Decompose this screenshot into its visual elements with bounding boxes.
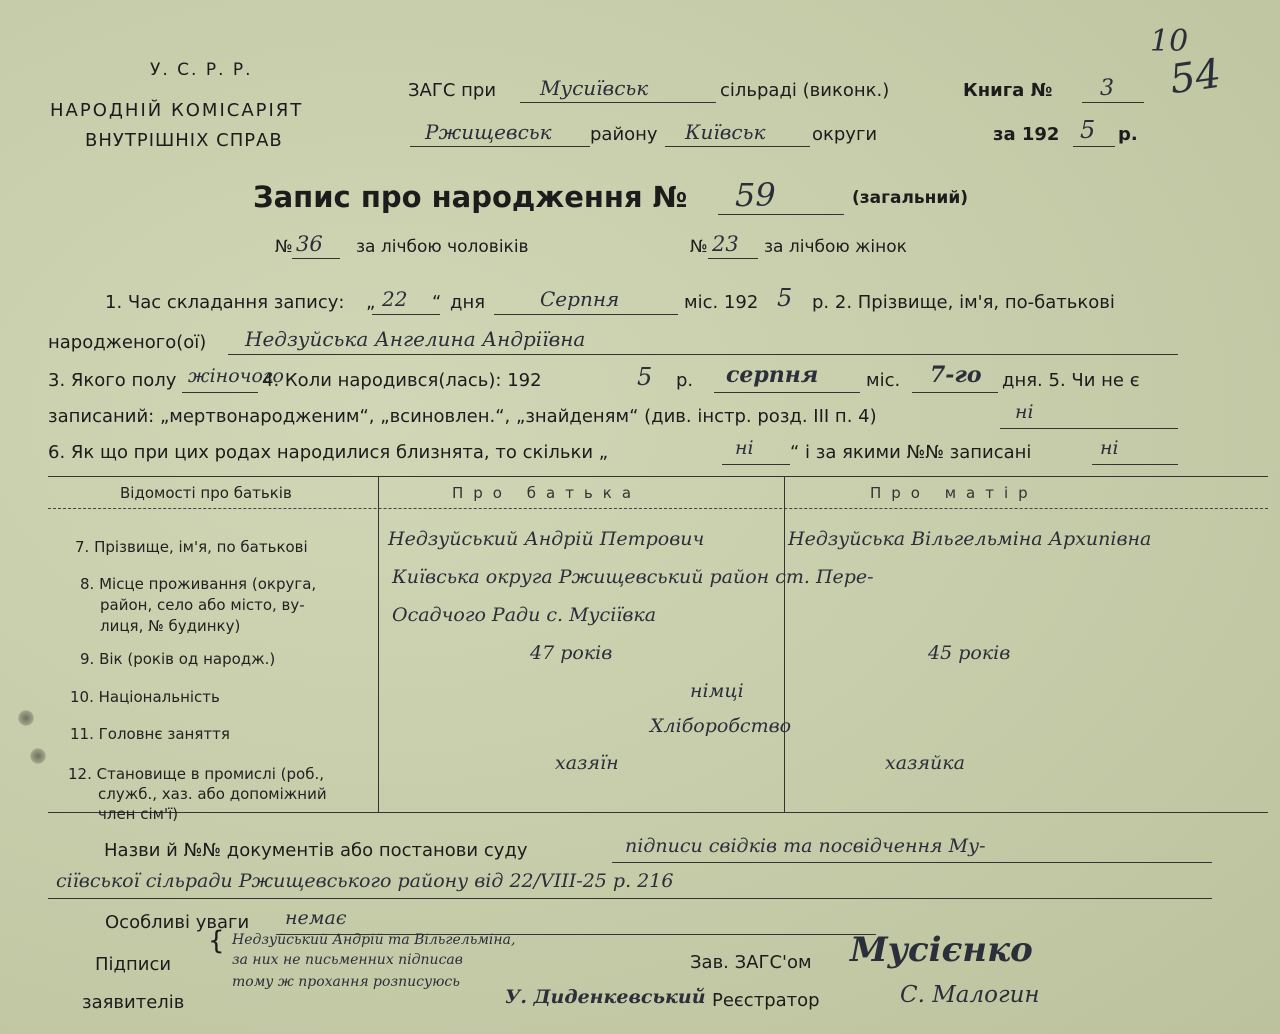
underline [1092,464,1178,465]
row12-label-2: служб., хаз. або допоміжний [98,785,327,803]
corner-note-bottom: 54 [1167,50,1224,104]
underline [228,354,1178,355]
field3-label: 3. Якого полу [48,370,177,391]
punch-hole [30,748,46,764]
underline [410,146,590,147]
commissariat-line2: ВНУТРІШНІХ СПРАВ [85,130,283,151]
zags-prefix: ЗАГС при [408,80,497,101]
year-digit: 5 [1080,116,1096,144]
father-status: хазяїн [555,752,619,774]
col-header-mother: Про матір [870,484,1038,502]
field6-mid: “ і за якими №№ записані [790,442,1032,463]
nationality: німці [690,680,744,702]
row11-label: 11. Головнє заняття [70,725,230,743]
year-prefix: за 192 [993,124,1060,145]
men-prefix: № [275,237,293,257]
field6-value: ні [735,437,754,459]
field1-year-suffix: р. 2. Прізвище, ім'я, по-батькові [812,292,1115,313]
field4-day: 7-го [930,362,982,388]
row12-label [68,764,327,824]
underline [722,464,790,465]
field5-value: ні [1015,401,1034,423]
mother-name: Недзуйська Вільгельміна Архипівна [788,528,1152,550]
row10-label: 10. Національність [70,688,220,706]
residence-line1: Київська округа Ржищевський район ст. Пере- [392,566,874,588]
general-label: (загальний) [852,188,969,208]
row8-label-3: лиця, № будинку) [100,617,241,635]
quote-close: “ [432,292,442,313]
field2-label: народженого(ої) [48,332,207,353]
row9-label: 9. Вік (років од народж.) [80,650,276,668]
district-suffix: району [590,124,658,145]
men-number: 36 [296,232,323,256]
notes-value: немає [285,907,347,929]
record-number: 59 [735,176,776,214]
okrug-handwritten: Київськ [685,120,766,144]
book-number: 3 [1100,76,1114,101]
table-top-border [48,476,1268,477]
mother-status: хазяйка [885,752,965,774]
quote-open: „ [366,292,376,313]
underline [372,314,440,315]
docs-label: Назви й №№ документів або постанови суду [104,840,528,861]
men-label: за лічбою чоловіків [356,237,529,257]
col-header-father: Про батька [452,484,642,502]
signature-note-2: за них не письменних підписав [232,952,463,968]
corner-note-top: 10 [1150,24,1189,59]
underline [1082,102,1144,103]
row8-label [80,574,316,637]
book-label: Книга № [963,80,1053,101]
underline [292,258,340,259]
notes-label: Особливі уваги [105,912,250,933]
registrar-signature: С. Малогин [900,982,1040,1008]
field4-label: 4. Коли народився(лась): 192 [262,370,542,391]
table-column-divider [378,476,379,812]
docs-value-line1: підписи свідків та посвідчення Му- [625,835,986,857]
year-suffix: р. [1118,124,1138,145]
women-prefix: № [690,237,708,257]
underline [718,214,844,215]
row12-label-1: 12. Становище в промислі (роб., [68,765,325,783]
title-label: Запис про народження № [253,180,688,214]
district-handwritten: Ржищевськ [425,120,552,144]
head-signature: Мусієнко [850,930,1033,970]
occupation: Хліборобство [650,715,792,737]
field6-value2: ні [1100,437,1119,459]
row12-label-3: член сім'ї) [98,805,179,823]
zags-village: Мусиївськ [540,76,649,100]
underline [48,898,1212,899]
field6-label: 6. Як що при цих родах народилися близнята, то скільки „ [48,442,609,463]
row8-label-1: 8. Місце проживання (округа, [80,575,317,593]
signatures-label-2: заявителів [82,992,185,1013]
underline [708,258,758,259]
field4-year-digit: 5 [637,363,653,391]
underline [520,102,716,103]
docs-value-line2: сіївської сільради Ржищевського району від 22/VIII-25 р. 216 [56,870,674,892]
field4-month: серпня [726,362,819,388]
signature-note-3: тому ж прохання розписуюсь [232,974,460,990]
row8-label-2: район, село або місто, ву- [100,596,305,614]
field1-label: 1. Час складання запису: [105,292,345,313]
underline [912,392,998,393]
usrr-label: У. С. Р. Р. [150,60,253,80]
punch-hole [18,710,34,726]
field1-day-label: дня [450,292,486,313]
field2-value: Недзуйська Ангелина Андріївна [245,327,586,351]
field1-day: 22 [382,287,408,311]
underline [1000,428,1178,429]
women-number: 23 [712,232,739,256]
row7-label: 7. Прізвище, ім'я, по батькові [75,538,308,556]
commissariat-line1: НАРОДНІЙ КОМІСАРІЯТ [50,100,304,121]
field1-year-digit: 5 [777,284,793,312]
signature-brace: { [208,926,225,956]
field4-year-suffix: р. [676,370,694,391]
underline [494,314,678,315]
field4-month-label: міс. [866,370,901,391]
father-age: 47 років [530,642,613,664]
signature-note-1: Недзуйський Андрій та Вільгельміна, [232,932,516,948]
registrar-label: Реєстратор [712,990,820,1011]
field1-month-label: міс. 192 [684,292,759,313]
signatures-label-1: Підписи [95,954,172,975]
field4-day-label: дня. 5. Чи не є [1002,370,1140,391]
registrar-signature-left: У. Диденкевський [505,986,706,1008]
underline [1073,146,1115,147]
mother-age: 45 років [928,642,1011,664]
zags-suffix: сільраді (виконк.) [720,80,890,101]
underline [665,146,810,147]
women-label: за лічбою жінок [764,237,907,257]
table-header-divider [48,508,1268,509]
father-name: Недзуйський Андрій Петрович [388,528,705,550]
table-column-divider [784,476,785,812]
underline [714,392,860,393]
head-label: Зав. ЗАГС'ом [690,952,812,973]
residence-line2: Осадчого Ради с. Мусіївка [392,604,657,626]
okrug-suffix: округи [812,124,878,145]
underline [182,392,258,393]
field3-value: жіночого [188,365,284,387]
field5-label: записаний: „мертвонародженим“, „всиновлен.“, „знайденям“ (див. інстр. розд. III п. 4) [48,406,877,427]
field1-month: Серпня [540,287,620,311]
col-header-parents: Відомості про батьків [120,484,292,502]
underline [612,862,1212,863]
